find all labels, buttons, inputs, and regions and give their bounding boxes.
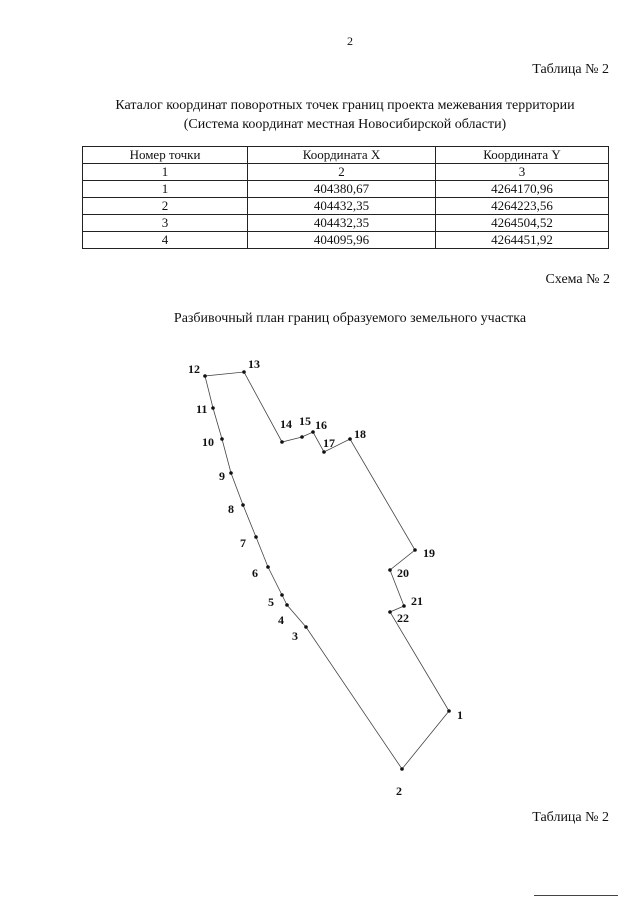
vertex-point <box>241 503 245 507</box>
table-cell: 2 <box>83 198 248 215</box>
table-cell: 2 <box>248 164 436 181</box>
point-label: 6 <box>252 566 258 580</box>
point-label: 4 <box>278 613 284 627</box>
vertex-point <box>254 535 258 539</box>
point-label: 17 <box>323 436 335 450</box>
table-cell: 404380,67 <box>248 181 436 198</box>
header-coordinate-y: Координата Y <box>436 147 609 164</box>
scheme-label: Схема № 2 <box>545 272 610 287</box>
point-label: 10 <box>202 435 214 449</box>
vertex-point <box>211 406 215 410</box>
table-cell: 4264504,52 <box>436 215 609 232</box>
point-label: 18 <box>354 427 366 441</box>
table-cell: 4 <box>83 232 248 249</box>
point-label: 14 <box>280 417 292 431</box>
point-label: 12 <box>188 362 200 376</box>
point-label: 3 <box>292 629 298 643</box>
vertex-point <box>304 625 308 629</box>
vertex-point <box>220 437 224 441</box>
table-cell: 4264451,92 <box>436 232 609 249</box>
vertex-labels <box>188 357 463 798</box>
footer-divider <box>534 895 618 896</box>
catalog-subtitle: (Система координат местная Новосибирской области) <box>183 117 507 132</box>
point-label: 9 <box>219 469 225 483</box>
vertex-point <box>242 370 246 374</box>
table-cell: 1 <box>83 164 248 181</box>
table-cell: 1 <box>83 181 248 198</box>
plan-title: Разбивочный план границ образуемого земельного участка <box>173 311 527 326</box>
table-cell: 404432,35 <box>248 198 436 215</box>
header-coordinate-x: Координата X <box>248 147 436 164</box>
table-cell: 4264170,96 <box>436 181 609 198</box>
vertex-point <box>322 450 326 454</box>
point-label: 1 <box>457 708 463 722</box>
vertex-point <box>280 440 284 444</box>
vertex-point <box>402 604 406 608</box>
table-cell: 3 <box>436 164 609 181</box>
point-label: 15 <box>299 414 311 428</box>
boundary-vertices <box>203 370 451 771</box>
vertex-point <box>280 593 284 597</box>
vertex-point <box>203 374 207 378</box>
vertex-point <box>388 610 392 614</box>
point-label: 20 <box>397 566 409 580</box>
vertex-point <box>300 435 304 439</box>
table-cell: 404095,96 <box>248 232 436 249</box>
point-label: 22 <box>397 611 409 625</box>
point-label: 19 <box>423 546 435 560</box>
vertex-point <box>266 565 270 569</box>
vertex-point <box>348 437 352 441</box>
vertex-point <box>285 603 289 607</box>
table-label: Таблица № 2 <box>532 810 609 825</box>
vertex-point <box>413 548 417 552</box>
point-label: 8 <box>228 502 234 516</box>
point-label: 5 <box>268 595 274 609</box>
point-label: 11 <box>196 402 208 416</box>
table-cell: 4264223,56 <box>436 198 609 215</box>
table-cell: 404432,35 <box>248 215 436 232</box>
table-cell: 3 <box>83 215 248 232</box>
point-label: 7 <box>240 536 246 550</box>
parcel-boundary <box>205 372 449 769</box>
point-label: 13 <box>248 357 260 371</box>
vertex-point <box>447 709 451 713</box>
catalog-title: Каталог координат поворотных точек границ проекта межевания территории <box>115 98 575 113</box>
point-label: 2 <box>396 784 402 798</box>
vertex-point <box>229 471 233 475</box>
page-number: 2 <box>347 34 353 48</box>
vertex-point <box>400 767 404 771</box>
header-point-number: Номер точки <box>83 147 248 164</box>
table-label: Таблица № 2 <box>532 62 609 77</box>
point-label: 16 <box>315 418 327 432</box>
vertex-point <box>388 568 392 572</box>
point-label: 21 <box>411 594 423 608</box>
